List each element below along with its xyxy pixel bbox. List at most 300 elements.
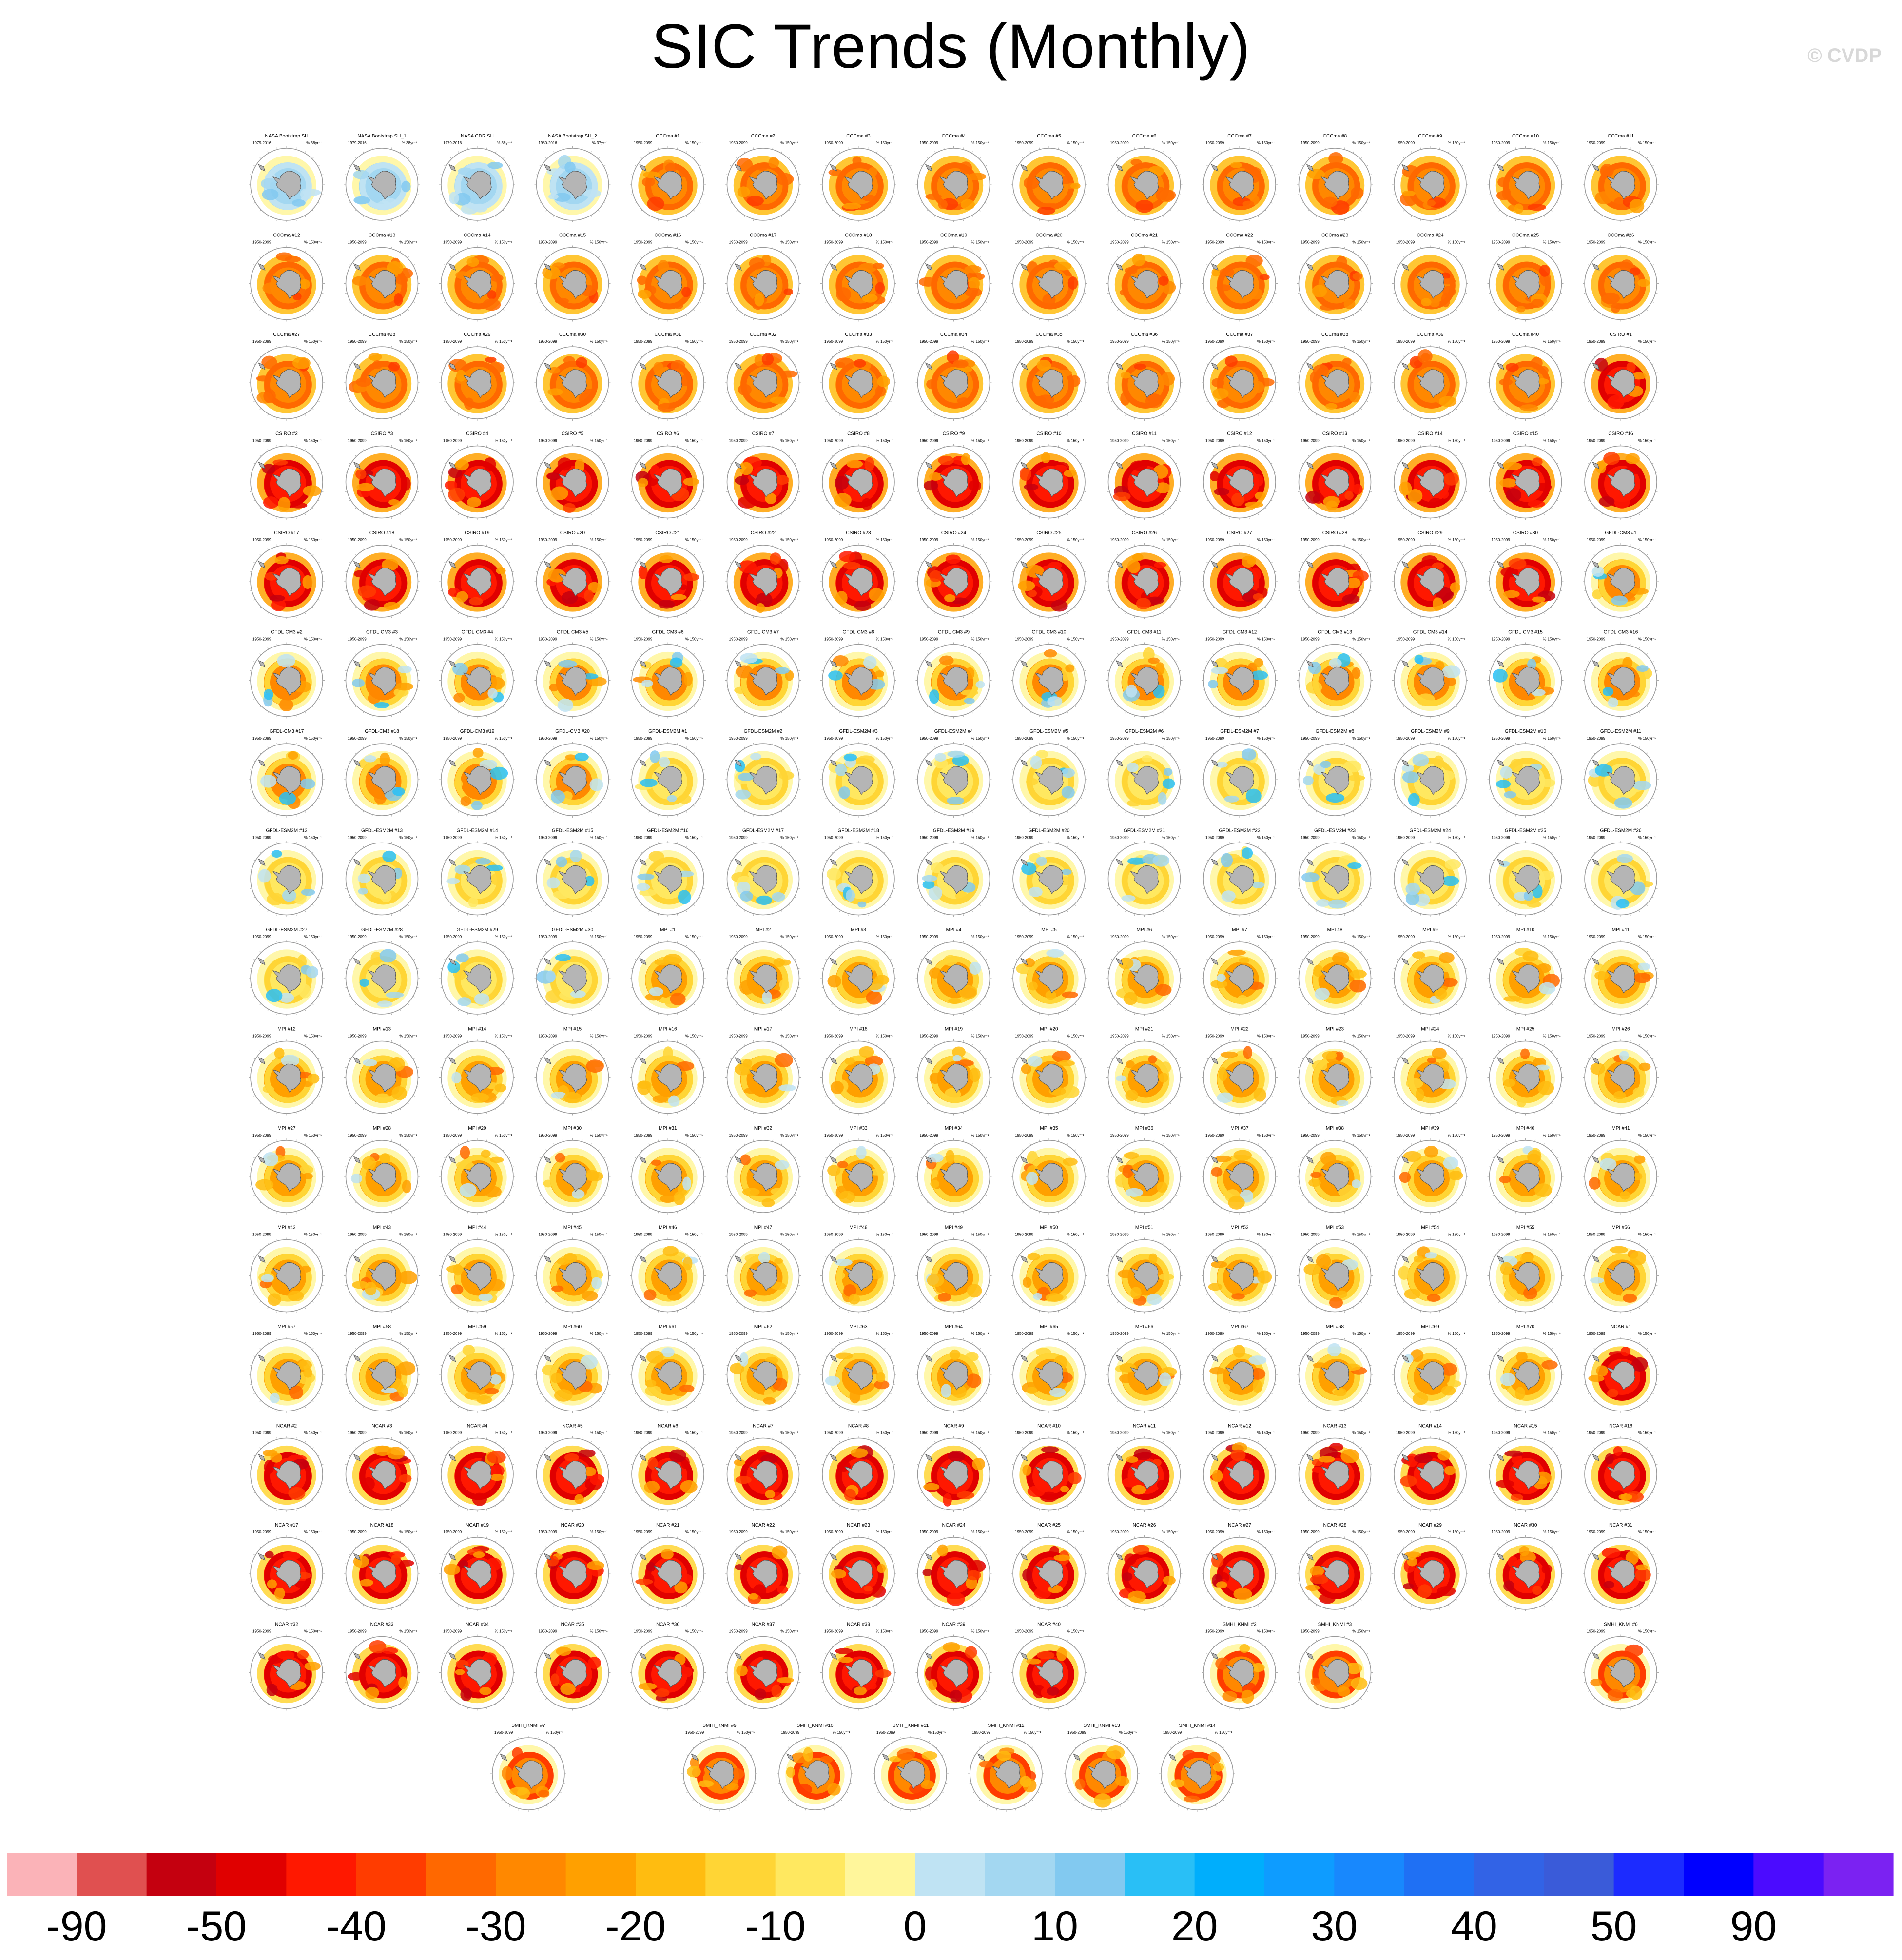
panel-title: CCCma #23 — [1321, 233, 1349, 238]
frame-tick — [1639, 350, 1640, 351]
frame-tick — [1016, 662, 1017, 663]
panel-units: % 150yr⁻¹ — [1352, 240, 1370, 245]
frame-tick — [503, 256, 504, 258]
frame-tick — [1221, 151, 1222, 153]
frame-tick — [318, 996, 319, 997]
panel-period: 1950-2099 — [1300, 736, 1320, 741]
frame-tick — [554, 910, 555, 912]
panel-period: 1950-2099 — [919, 736, 938, 741]
frame-tick — [1067, 548, 1068, 549]
panel-period: 1950-2099 — [1015, 240, 1034, 245]
trend-blob — [762, 353, 774, 365]
frame-tick — [1493, 165, 1494, 166]
frame-tick — [355, 1003, 356, 1005]
trend-blob — [1062, 786, 1075, 799]
frame-tick — [686, 712, 687, 713]
frame-tick — [349, 562, 350, 563]
panel-title: GFDL-CM3 #7 — [747, 629, 779, 635]
frame-tick — [260, 805, 261, 806]
frame-tick — [1206, 165, 1208, 166]
trend-blob — [1037, 207, 1055, 215]
panel-units: % 150yr⁻¹ — [1638, 835, 1656, 840]
frame-tick — [450, 951, 452, 953]
trend-blob — [1260, 274, 1270, 280]
map-panel — [249, 927, 325, 1016]
frame-tick — [1448, 414, 1449, 415]
frame-tick — [1271, 463, 1272, 464]
panel-period: 1950-2099 — [824, 835, 843, 840]
trend-blob — [1163, 779, 1175, 789]
frame-tick — [1646, 852, 1648, 853]
frame-tick — [927, 904, 928, 906]
trend-blob — [388, 499, 400, 506]
trend-blob — [1625, 453, 1640, 464]
frame-tick — [1403, 256, 1405, 258]
frame-tick — [1316, 647, 1317, 649]
frame-tick — [876, 612, 877, 614]
trend-blob — [1127, 800, 1141, 806]
frame-tick — [1646, 157, 1648, 159]
frame-tick — [413, 401, 415, 402]
frame-tick — [736, 607, 738, 608]
frame-tick — [408, 554, 409, 556]
panel-units: % 150yr⁻¹ — [1447, 538, 1465, 542]
trend-blob — [964, 265, 981, 273]
panel-period: 1950-2099 — [1300, 141, 1320, 145]
panel-period: 1950-2099 — [1587, 438, 1606, 443]
map-panel — [1106, 233, 1183, 322]
panel-title: CSIRO #27 — [1227, 530, 1252, 536]
panel-units: % 150yr⁻¹ — [1638, 438, 1656, 443]
panel-period: 1950-2099 — [1300, 438, 1320, 443]
frame-tick — [1030, 216, 1031, 217]
frame-tick — [1308, 852, 1309, 853]
frame-tick — [927, 508, 928, 509]
frame-tick — [686, 945, 687, 946]
frame-tick — [890, 265, 891, 266]
frame-tick — [253, 897, 255, 898]
trend-blob — [1499, 478, 1517, 488]
frame-tick — [408, 753, 409, 754]
trend-blob — [1516, 306, 1525, 312]
panel-title: GFDL-CM3 #8 — [842, 629, 874, 635]
trend-blob — [772, 892, 785, 902]
frame-tick — [1258, 414, 1259, 415]
trend-blob — [264, 689, 273, 700]
frame-tick — [1448, 216, 1449, 217]
frame-tick — [1411, 513, 1412, 515]
trend-blob — [1068, 276, 1078, 290]
frame-tick — [736, 157, 738, 159]
frame-tick — [1206, 463, 1208, 464]
frame-tick — [598, 256, 600, 258]
frame-tick — [1353, 746, 1354, 748]
panel-title: GFDL-ESM2M #5 — [1029, 729, 1068, 734]
panel-title: GFDL-ESM2M #4 — [934, 729, 973, 734]
map-panel — [1392, 530, 1468, 619]
frame-tick — [495, 712, 496, 713]
frame-tick — [635, 959, 636, 960]
frame-tick — [1544, 811, 1545, 812]
map-panel — [344, 134, 420, 222]
frame-tick — [979, 256, 981, 258]
map-panel — [630, 729, 706, 818]
panel-period: 1950-2099 — [538, 438, 557, 443]
frame-tick — [1498, 607, 1500, 608]
map-panel — [820, 233, 896, 322]
trend-blob — [299, 279, 310, 289]
panel-period: 1950-2099 — [1300, 339, 1320, 344]
frame-tick — [444, 500, 446, 501]
frame-tick — [1456, 256, 1457, 258]
frame-tick — [1117, 852, 1119, 853]
frame-tick — [1652, 798, 1653, 799]
trend-blob — [377, 200, 391, 210]
frame-tick — [1366, 599, 1368, 600]
frame-tick — [591, 449, 592, 451]
frame-tick — [1456, 607, 1457, 608]
frame-tick — [1461, 202, 1463, 203]
frame-tick — [408, 408, 409, 410]
map-panel — [535, 134, 611, 222]
panel-period: 1950-2099 — [538, 339, 557, 344]
map-panel — [1583, 431, 1659, 520]
frame-tick — [1397, 302, 1398, 303]
frame-tick — [312, 607, 313, 608]
trend-blob — [1316, 899, 1330, 907]
frame-tick — [1360, 852, 1362, 853]
frame-tick — [305, 945, 306, 946]
trend-blob — [1026, 778, 1038, 785]
frame-tick — [1588, 165, 1589, 166]
frame-tick — [400, 251, 401, 252]
frame-tick — [503, 852, 504, 853]
frame-tick — [1074, 256, 1076, 258]
frame-tick — [1646, 753, 1648, 754]
frame-tick — [649, 548, 650, 549]
frame-tick — [1507, 251, 1508, 252]
panel-period: 1950-2099 — [1491, 736, 1510, 741]
frame-tick — [1456, 455, 1457, 456]
panel-period: 1950-2099 — [1491, 637, 1510, 642]
trend-blob — [1342, 358, 1352, 366]
frame-tick — [979, 309, 981, 311]
frame-tick — [935, 251, 936, 252]
frame-tick — [1594, 309, 1595, 311]
frame-tick — [686, 548, 687, 549]
frame-tick — [253, 562, 255, 563]
frame-tick — [312, 653, 313, 655]
map-panel — [535, 332, 611, 421]
frame-tick — [699, 761, 700, 762]
trend-blob — [380, 753, 390, 766]
trend-blob — [964, 698, 975, 704]
trend-blob — [483, 298, 501, 311]
frame-tick — [1265, 554, 1266, 556]
frame-tick — [545, 554, 547, 556]
panel-title: CSIRO #2 — [275, 431, 298, 437]
frame-tick — [260, 356, 261, 357]
panel-units: % 150yr⁻¹ — [1162, 637, 1180, 642]
trend-blob — [834, 493, 852, 507]
frame-tick — [1206, 364, 1208, 365]
frame-tick — [884, 753, 885, 754]
panel-title: GFDL-ESM2M #10 — [1504, 729, 1547, 734]
frame-tick — [1360, 210, 1362, 211]
panel-title: CCCma #18 — [845, 233, 872, 238]
frame-tick — [1258, 151, 1259, 153]
panel-period: 1950-2099 — [538, 240, 557, 245]
frame-tick — [1461, 463, 1463, 464]
frame-tick — [890, 860, 891, 861]
panel-units: % 150yr⁻¹ — [399, 736, 417, 741]
trend-blob — [1328, 900, 1347, 909]
panel-period: 1950-2099 — [538, 935, 557, 939]
frame-tick — [1206, 265, 1208, 266]
frame-tick — [744, 811, 745, 812]
trend-blob — [1062, 768, 1075, 778]
frame-tick — [413, 562, 415, 563]
map-panel — [916, 530, 992, 619]
frame-tick — [1493, 860, 1494, 861]
panel-period: 1950-2099 — [1491, 240, 1510, 245]
frame-tick — [1316, 612, 1317, 614]
trend-blob — [1125, 267, 1137, 274]
frame-tick — [363, 746, 364, 748]
frame-tick — [1507, 449, 1508, 451]
frame-tick — [641, 554, 642, 556]
frame-tick — [1594, 753, 1595, 754]
frame-tick — [1316, 350, 1317, 351]
trend-blob — [258, 869, 271, 883]
frame-tick — [839, 151, 840, 153]
frame-tick — [591, 513, 592, 515]
trend-blob — [638, 478, 648, 487]
frame-tick — [495, 945, 496, 946]
frame-tick — [1551, 805, 1553, 806]
trend-blob — [570, 850, 582, 862]
panel-units: % 150yr⁻¹ — [399, 339, 417, 344]
trend-blob — [1216, 284, 1231, 291]
frame-tick — [1366, 202, 1368, 203]
frame-tick — [876, 846, 877, 847]
panel-title: GFDL-CM3 #18 — [365, 729, 399, 734]
frame-tick — [349, 599, 350, 600]
frame-tick — [972, 647, 973, 649]
frame-tick — [1397, 500, 1398, 501]
frame-tick — [604, 959, 605, 960]
frame-tick — [1308, 904, 1309, 906]
map-panel — [344, 530, 420, 619]
frame-tick — [355, 951, 356, 953]
frame-tick — [789, 554, 790, 556]
frame-tick — [1493, 463, 1494, 464]
frame-tick — [839, 647, 840, 649]
panel-title: GFDL-ESM2M #23 — [1314, 828, 1356, 834]
frame-tick — [355, 805, 356, 806]
panel-title: CSIRO #21 — [655, 530, 680, 536]
trend-blob — [1592, 566, 1604, 576]
map-panel — [1488, 233, 1564, 322]
frame-tick — [1366, 165, 1368, 166]
frame-tick — [832, 157, 833, 159]
trend-blob — [857, 902, 866, 908]
trend-blob — [584, 590, 594, 602]
frame-tick — [795, 165, 796, 166]
frame-tick — [363, 647, 364, 649]
frame-tick — [1206, 302, 1208, 303]
trend-blob — [1037, 360, 1051, 371]
frame-tick — [444, 798, 446, 799]
frame-tick — [305, 811, 306, 812]
frame-tick — [832, 706, 833, 707]
frame-tick — [789, 508, 790, 509]
frame-tick — [1461, 401, 1463, 402]
trend-blob — [1592, 589, 1602, 599]
trend-blob — [931, 862, 944, 873]
panel-period: 1950-2099 — [538, 835, 557, 840]
frame-tick — [1271, 860, 1272, 861]
frame-tick — [1176, 463, 1177, 464]
map-panel — [344, 828, 420, 917]
trend-blob — [1036, 857, 1047, 866]
map-panel — [439, 530, 515, 619]
trend-blob — [1614, 797, 1632, 808]
panel-units: % 150yr⁻¹ — [304, 240, 322, 245]
frame-tick — [458, 315, 459, 316]
frame-tick — [1353, 811, 1354, 812]
trend-blob — [358, 874, 370, 883]
trend-blob — [1633, 781, 1651, 790]
map-panel — [820, 729, 896, 818]
frame-tick — [1170, 706, 1171, 707]
frame-tick — [503, 753, 504, 754]
frame-tick — [444, 959, 446, 960]
panel-units: % 150yr⁻¹ — [1543, 141, 1561, 145]
frame-tick — [408, 309, 409, 311]
frame-tick — [554, 350, 555, 351]
frame-tick — [1456, 805, 1457, 806]
frame-tick — [503, 554, 504, 556]
frame-tick — [1221, 746, 1222, 748]
frame-tick — [554, 945, 555, 946]
frame-tick — [1016, 165, 1017, 166]
trend-blob — [857, 755, 875, 764]
frame-tick — [832, 455, 833, 456]
panel-period: 1950-2099 — [443, 736, 462, 741]
frame-tick — [979, 706, 981, 707]
frame-tick — [349, 959, 350, 960]
frame-tick — [591, 945, 592, 946]
frame-tick — [686, 612, 687, 614]
panel-period: 1950-2099 — [729, 141, 748, 145]
trend-blob — [1611, 303, 1620, 313]
frame-tick — [1016, 798, 1017, 799]
frame-tick — [979, 753, 981, 754]
frame-tick — [876, 910, 877, 912]
frame-tick — [1366, 662, 1368, 663]
frame-tick — [545, 805, 547, 806]
frame-tick — [508, 302, 510, 303]
frame-tick — [1360, 706, 1362, 707]
panel-period: 1950-2099 — [824, 339, 843, 344]
trend-blob — [1347, 862, 1361, 869]
panel-units: % 150yr⁻¹ — [1447, 339, 1465, 344]
trend-blob — [1433, 597, 1443, 610]
frame-tick — [781, 746, 782, 748]
trend-blob — [1439, 396, 1456, 407]
frame-tick — [1456, 157, 1457, 159]
frame-tick — [312, 508, 313, 509]
frame-tick — [1163, 746, 1164, 748]
panel-title: GFDL-CM3 #20 — [555, 729, 590, 734]
frame-tick — [1557, 302, 1558, 303]
panel-units: % 150yr⁻¹ — [1162, 538, 1180, 542]
panel-period: 1950-2099 — [1205, 339, 1224, 344]
frame-tick — [1461, 265, 1463, 266]
frame-tick — [1544, 846, 1545, 847]
frame-tick — [268, 811, 269, 812]
frame-tick — [985, 302, 987, 303]
frame-tick — [260, 210, 261, 211]
frame-tick — [458, 350, 459, 351]
frame-tick — [979, 408, 981, 410]
trend-blob — [360, 979, 369, 987]
frame-tick — [1302, 860, 1303, 861]
frame-tick — [979, 607, 981, 608]
trend-blob — [780, 371, 797, 378]
frame-tick — [591, 811, 592, 812]
trend-blob — [926, 379, 937, 389]
frame-tick — [1557, 364, 1558, 365]
frame-tick — [260, 508, 261, 509]
frame-tick — [1030, 712, 1031, 713]
frame-tick — [1588, 662, 1589, 663]
trend-blob — [671, 594, 687, 600]
frame-tick — [545, 157, 547, 159]
trend-blob — [1326, 793, 1344, 803]
frame-tick — [839, 712, 840, 713]
frame-tick — [450, 607, 452, 608]
trend-blob — [570, 990, 586, 998]
frame-tick — [1074, 554, 1076, 556]
frame-tick — [839, 811, 840, 812]
map-panel — [249, 134, 325, 222]
trend-blob — [1342, 594, 1360, 604]
panel-title: CSIRO #16 — [1608, 431, 1633, 437]
frame-tick — [554, 548, 555, 549]
panel-period: 1950-2099 — [1396, 339, 1415, 344]
frame-tick — [318, 265, 319, 266]
frame-tick — [1258, 350, 1259, 351]
map-panel — [725, 828, 801, 917]
frame-tick — [1594, 508, 1595, 509]
trend-blob — [1442, 286, 1456, 297]
frame-tick — [832, 753, 833, 754]
panel-period: 1950-2099 — [1491, 339, 1510, 344]
map-panel — [1297, 530, 1373, 619]
frame-tick — [355, 256, 356, 258]
panel-title: CSIRO #28 — [1322, 530, 1348, 536]
trend-blob — [565, 754, 576, 760]
frame-tick — [1265, 904, 1266, 906]
frame-tick — [1316, 712, 1317, 713]
frame-tick — [1366, 897, 1368, 898]
trend-blob — [398, 666, 412, 673]
panel-title: CCCma #38 — [1321, 332, 1349, 337]
frame-tick — [1206, 202, 1208, 203]
trend-blob — [1051, 600, 1068, 612]
